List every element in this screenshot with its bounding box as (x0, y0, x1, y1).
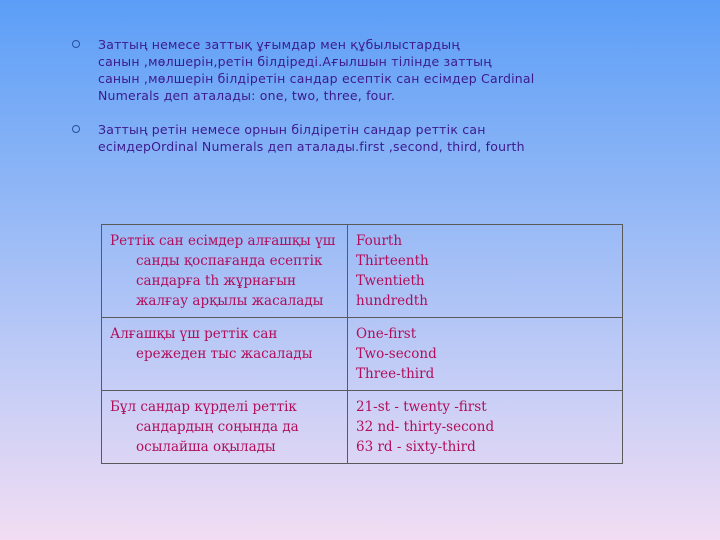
rule-text: Алғашқы үш реттік сан ережеден тыс жасалады (110, 326, 313, 362)
rule-cell (102, 318, 348, 391)
example-text: hundredth (356, 293, 428, 309)
examples-cell (348, 225, 623, 318)
bullet-item-ordinal (72, 121, 672, 155)
rule-text: Бұл сандар күрделі реттік сандардың соңында да осылайша оқылады (110, 399, 299, 455)
bullet-circle-icon (72, 40, 80, 48)
bullet-text: Заттың ретін немесе орнын білдіретін сандар реттік сан есімдерOrdinal Numerals деп аталады.first ,second, third, fourth (98, 122, 525, 154)
bullet-circle-icon (72, 125, 80, 133)
example-text: Twentieth (356, 273, 425, 289)
table-row (102, 225, 623, 318)
example-text: 32 nd- thirty-second (356, 419, 495, 435)
example-text: One-first (356, 326, 417, 342)
bullet-text: Заттың немесе заттық ұғымдар мен құбылыстардың санын ,мөлшерін,ретін білдіреді.Ағылшын тілінде заттың санын ,мөлшерін білдіретін сандар есептік сан есімдер Cardinal Numerals деп аталады: one, two, three, four. (98, 37, 535, 103)
rule-cell (102, 391, 348, 464)
table-row (102, 391, 623, 464)
examples-cell (348, 391, 623, 464)
ordinal-rules-table (101, 224, 623, 464)
example-text: 63 rd - sixty-third (356, 439, 476, 455)
example-text: Fourth (356, 233, 403, 249)
example-text: Two-second (356, 346, 437, 362)
example-text: Thirteenth (356, 253, 429, 269)
rule-text: Реттік сан есімдер алғашқы үш санды қоспағанда есептік сандарға th жұрнағын жалғау арқылы жасалады (110, 233, 336, 309)
bullet-item-cardinal (72, 36, 672, 104)
table-row (102, 318, 623, 391)
examples-cell (348, 318, 623, 391)
bullet-list (72, 36, 672, 155)
example-text: 21-st - twenty -first (356, 399, 487, 415)
rule-cell (102, 225, 348, 318)
example-text: Three-third (356, 366, 435, 382)
